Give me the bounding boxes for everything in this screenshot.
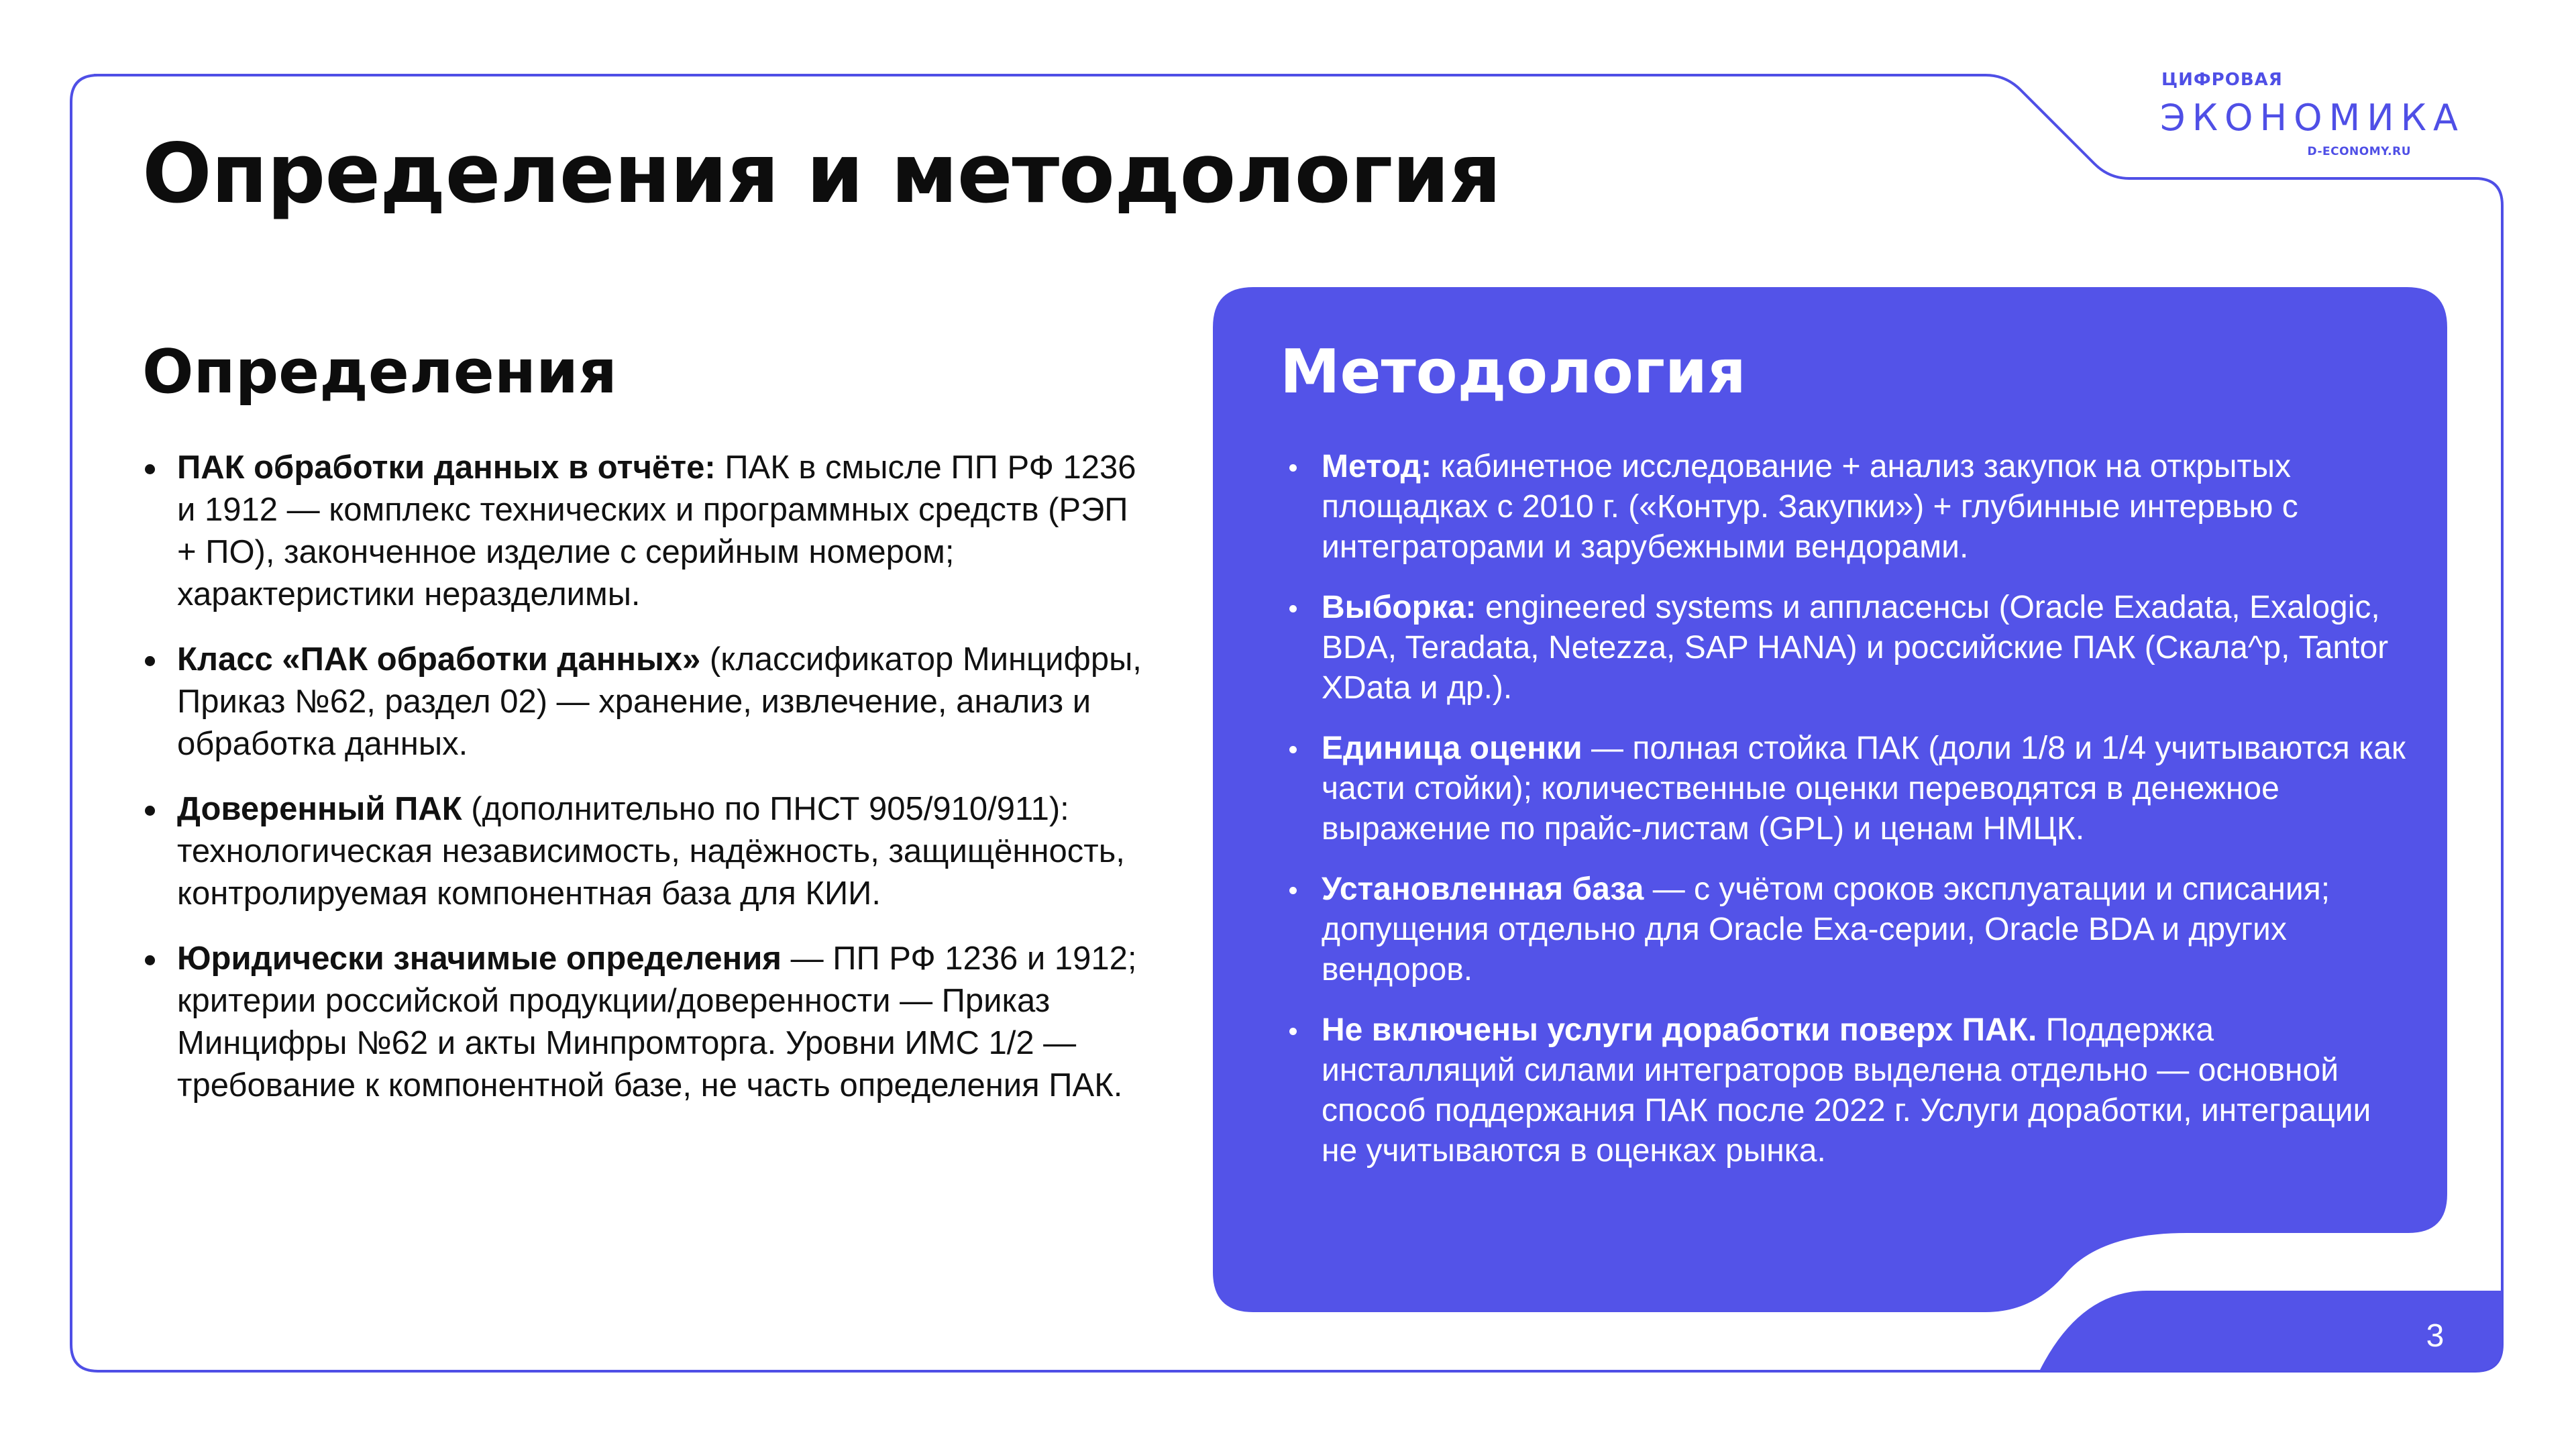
- methodology-section: [1280, 335, 2407, 1191]
- methodology-item: [1280, 447, 2407, 568]
- methodology-panel: [1213, 287, 2447, 1312]
- definition-text: — ПП РФ 1236 и 1912; критерии российской продукции/доверенности — Приказ Минцифры №62 и акты Минпромторга. Уровни ИМС 1/2 — требование к компонентной базе, не часть определения ПАК.: [177, 941, 1137, 1104]
- methodology-text: кабинетное исследование + анализ закупок на открытых площадках с 2010 г. («Контур. Закупки») + глубинные интервью с интеграторами и зарубежными вендорами.: [1322, 449, 2298, 565]
- methodology-text: Поддержка инсталляций силами интеграторов выделена отдельно — основной способ поддержания ПАК после 2022 г. Услуги доработки, интеграции не учитываются в оценках рынка.: [1322, 1012, 2371, 1169]
- definitions-section: [142, 335, 1148, 1130]
- definition-term: ПАК обработки данных в отчёте:: [177, 449, 716, 486]
- page-title: Определения и методология: [142, 126, 1501, 221]
- definition-text: (классификатор Минцифры, Приказ №62, раздел 02) — хранение, извлечение, анализ и обработка данных.: [177, 641, 1142, 762]
- definition-term: Доверенный ПАК: [177, 791, 462, 827]
- methodology-text: engineered systems и аппласенсы (Oracle Exadata, Exalogic, BDA, Teradata, Netezza, SAP HANA) и российские ПАК (Скала^р, Tantor XData и др.).: [1322, 590, 2389, 706]
- methodology-item: [1280, 1010, 2407, 1171]
- methodology-term: Выборка:: [1322, 590, 1477, 625]
- methodology-term: Установленная база: [1322, 871, 1644, 907]
- definition-item: [142, 788, 1148, 915]
- logo-main-text: ЭКОНОМИКА: [2160, 97, 2465, 139]
- methodology-term: Единица оценки: [1322, 731, 1582, 766]
- page-number: 3: [2426, 1318, 2445, 1354]
- definitions-title: Определения: [142, 337, 617, 407]
- logo-top-text: ЦИФРОВАЯ: [2161, 70, 2283, 90]
- methodology-item: [1280, 729, 2407, 849]
- definition-item: [142, 938, 1148, 1107]
- methodology-text: — с учётом сроков эксплуатации и списания; допущения отдельно для Oracle Exa-серии, Oracle BDA и других вендоров.: [1322, 871, 2330, 987]
- definition-text: ПАК в смысле ПП РФ 1236 и 1912 — комплекс технических и программных средств (РЭП + ПО), законченное изделие с серийным номером; характеристики неразделимы.: [177, 449, 1136, 612]
- definition-text: (дополнительно по ПНСТ 905/910/911): технологическая независимость, надёжность, защищённость, контролируемая компонентная база для КИИ.: [177, 791, 1125, 912]
- methodology-text: — полная стойка ПАК (доли 1/8 и 1/4 учитываются как части стойки); количественные оценки переводятся в денежное выражение по прайс-листам (GPL) и ценам НМЦК.: [1322, 731, 2406, 847]
- methodology-title: Методология: [1280, 337, 1746, 407]
- definitions-list: [142, 447, 1148, 1107]
- logo: [2160, 70, 2465, 158]
- logo-url: D-ECONOMY.RU: [2307, 145, 2411, 158]
- methodology-list: [1280, 447, 2407, 1171]
- definition-term: Класс «ПАК обработки данных»: [177, 641, 701, 678]
- methodology-term: Не включены услуги доработки поверх ПАК.: [1322, 1012, 2037, 1048]
- definition-item: [142, 639, 1148, 765]
- methodology-item: [1280, 869, 2407, 990]
- methodology-term: Метод:: [1322, 449, 1432, 484]
- definition-term: Юридически значимые определения: [177, 941, 782, 977]
- definition-item: [142, 447, 1148, 616]
- methodology-item: [1280, 588, 2407, 708]
